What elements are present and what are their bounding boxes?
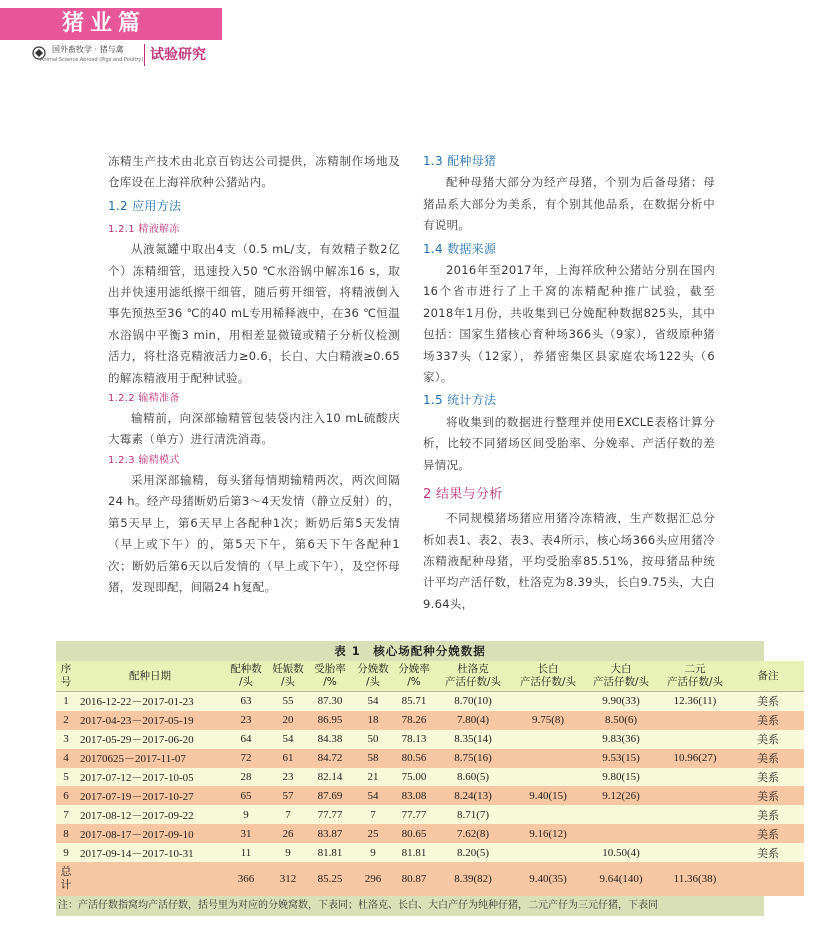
column-header xyxy=(512,661,584,692)
table-cell: 3 xyxy=(56,730,76,749)
paragraph: 配种母猪大部分为经产母猪，个别为后备母猪；母猪品系大部分为美系，有个别其他品系，在数据分析中有说明。 xyxy=(423,175,715,233)
table-cell: 美系 xyxy=(732,730,804,749)
column-header-line1: 长白 xyxy=(537,663,559,675)
table-cell: 54 xyxy=(352,786,394,805)
table-cell: 23 xyxy=(224,711,268,730)
table-row xyxy=(56,805,804,824)
column-header xyxy=(732,661,804,692)
column-header-line2: 号 xyxy=(60,676,72,688)
column-header-line2: 产活仔数/头 xyxy=(592,676,650,688)
table-cell xyxy=(512,749,584,768)
table-cell: 7.80(4) xyxy=(434,711,512,730)
paragraph: 将收集到的数据进行整理并使用EXCLE表格计算分析，比较不同猪场区间受胎率、分娩率、产活仔数的差异情况。 xyxy=(423,414,715,472)
table-cell xyxy=(658,730,732,749)
column-header-line1: 妊娠数 xyxy=(272,663,304,675)
table-cell xyxy=(658,768,732,787)
table-cell: 2016-12-22－2017-01-23 xyxy=(76,692,224,711)
table-cell: 美系 xyxy=(732,843,804,862)
table-cell: 2017-05-29－2017-06-20 xyxy=(76,730,224,749)
table-cell xyxy=(584,805,658,824)
table-cell: 9.75(8) xyxy=(512,711,584,730)
heading-1-4: 1.4 数据来源 xyxy=(423,241,497,256)
table-cell: 296 xyxy=(352,862,394,896)
table-cell: 2 xyxy=(56,711,76,730)
table-cell: 11 xyxy=(224,843,268,862)
table-cell: 7 xyxy=(352,805,394,824)
table-cell: 8.70(10) xyxy=(434,692,512,711)
table-cell: 9.80(15) xyxy=(584,768,658,787)
table-row xyxy=(56,749,804,768)
table-title: 表 1 核心场配种分娩数据 xyxy=(56,641,764,661)
table-row xyxy=(56,692,804,711)
column-header-line1: 受胎率 xyxy=(314,663,346,675)
paragraph: 冻精生产技术由北京百钧达公司提供，冻精制作场地及仓库设在上海祥欣种公猪站内。 xyxy=(108,154,400,190)
table-cell: 87.69 xyxy=(308,786,352,805)
total-label xyxy=(56,862,76,896)
table-cell: 61 xyxy=(268,749,308,768)
table-cell: 21 xyxy=(352,768,394,787)
table-cell: 77.77 xyxy=(394,805,434,824)
table-cell: 58 xyxy=(352,749,394,768)
table-cell: 57 xyxy=(268,786,308,805)
table-cell xyxy=(658,805,732,824)
column-header-line1: 配种数 xyxy=(230,663,262,675)
table-cell: 美系 xyxy=(732,692,804,711)
table-cell: 美系 xyxy=(732,749,804,768)
heading-2: 2 结果与分析 xyxy=(423,487,503,503)
column-header-line2: /% xyxy=(323,676,337,688)
table-cell: 80.87 xyxy=(394,862,434,896)
column-header xyxy=(658,661,732,692)
table-cell: 1 xyxy=(56,692,76,711)
paragraph: 不同规模猪场猪应用猪冷冻精液，生产数据汇总分析如表1、表2、表3、表4所示，核心场366头应用猪冷冻精液配种母猪，平均受胎率85.51%，按母猪品种统计平均产活仔数，杜洛克为8.39头，长白9.75头，大白9.64头， xyxy=(423,511,715,611)
table-cell xyxy=(512,730,584,749)
column-header xyxy=(352,661,394,692)
column-header-line2: /头 xyxy=(280,676,296,688)
table-cell: 63 xyxy=(224,692,268,711)
table-cell xyxy=(512,768,584,787)
table-cell: 72 xyxy=(224,749,268,768)
table-cell: 31 xyxy=(224,824,268,843)
heading-1-2-2: 1.2.2 输精准备 xyxy=(108,393,180,405)
table-cell: 9 xyxy=(56,843,76,862)
table-note: 注：产活仔数指窝均产活仔数，括号里为对应的分娩窝数，下表同；杜洛克、长白、大白产仔为纯种仔猪，二元产仔为三元仔猪，下表同 xyxy=(56,896,764,916)
table-cell xyxy=(658,786,732,805)
column-header-line2: /头 xyxy=(365,676,381,688)
table-total-row xyxy=(56,862,804,896)
column-header-line2: /头 xyxy=(238,676,254,688)
table-cell: 2017-08-12－2017-09-22 xyxy=(76,805,224,824)
table-cell: 83.08 xyxy=(394,786,434,805)
table-cell: 54 xyxy=(352,692,394,711)
right-text-column xyxy=(423,151,715,615)
table-cell: 7.62(8) xyxy=(434,824,512,843)
table-row xyxy=(56,730,804,749)
table-cell xyxy=(76,862,224,896)
table-cell xyxy=(512,692,584,711)
table-cell: 7 xyxy=(268,805,308,824)
table-cell: 81.81 xyxy=(308,843,352,862)
table-cell: 25 xyxy=(352,824,394,843)
table-cell: 8.75(16) xyxy=(434,749,512,768)
table-cell xyxy=(658,711,732,730)
table-cell xyxy=(658,843,732,862)
column-header-line1: 二元 xyxy=(684,663,706,675)
column-header xyxy=(268,661,308,692)
table-cell: 81.81 xyxy=(394,843,434,862)
table-cell: 77.77 xyxy=(308,805,352,824)
table-cell: 8.50(6) xyxy=(584,711,658,730)
paragraph: 从液氮罐中取出4支（0.5 mL/支，有效精子数2亿个）冻精细管，迅速投入50 ℃水浴锅中解冻16 s，取出并快速用滤纸擦干细管，随后剪开细管，将精液倒入事先预热至36 ℃的40 mL专用稀释液中，在36 ℃恒温水浴锅中平衡3 min，用相差显微镜或精子分析仪检测活力，将杜洛克精液活力≥0.6，长白、大白精液≥0.65的解冻精液用于配种试验。 xyxy=(108,242,400,385)
table-cell: 87.30 xyxy=(308,692,352,711)
paragraph: 输精前，向深部输精管包装袋内注入10 mL硫酸庆大霉素（单方）进行清洗消毒。 xyxy=(108,411,400,447)
table-cell: 9.53(15) xyxy=(584,749,658,768)
table-row xyxy=(56,711,804,730)
table-cell: 2017-07-19－2017-10-27 xyxy=(76,786,224,805)
column-header xyxy=(394,661,434,692)
table-cell: 84.72 xyxy=(308,749,352,768)
table-cell: 75.00 xyxy=(394,768,434,787)
table-cell: 2017-07-12－2017-10-05 xyxy=(76,768,224,787)
column-header-line1: 分娩数 xyxy=(357,663,389,675)
table-cell: 78.13 xyxy=(394,730,434,749)
table-cell: 9 xyxy=(224,805,268,824)
heading-1-2-1: 1.2.1 精液解冻 xyxy=(108,224,180,236)
column-label: 试验研究 xyxy=(150,47,206,63)
table-cell: 9.12(26) xyxy=(584,786,658,805)
table-cell: 5 xyxy=(56,768,76,787)
column-header-line1: 杜洛克 xyxy=(457,663,489,675)
column-header-line2: 产活仔数/头 xyxy=(666,676,724,688)
table-row xyxy=(56,786,804,805)
column-header-line1: 大白 xyxy=(610,663,632,675)
table-cell: 55 xyxy=(268,692,308,711)
table-cell xyxy=(512,843,584,862)
column-header-line1: 分娩率 xyxy=(398,663,430,675)
table-cell: 54 xyxy=(268,730,308,749)
column-header xyxy=(224,661,268,692)
table-cell: 80.56 xyxy=(394,749,434,768)
table-cell: 10.50(4) xyxy=(584,843,658,862)
table-cell: 78.26 xyxy=(394,711,434,730)
table-cell: 美系 xyxy=(732,805,804,824)
table-cell: 6 xyxy=(56,786,76,805)
header-divider xyxy=(144,44,145,66)
table-cell: 8.60(5) xyxy=(434,768,512,787)
table-cell: 2017-08-17－2017-09-10 xyxy=(76,824,224,843)
table-cell: 美系 xyxy=(732,786,804,805)
table-cell: 8 xyxy=(56,824,76,843)
total-label-line1: 总 xyxy=(60,866,72,879)
table-cell: 9 xyxy=(268,843,308,862)
column-header-line2: /% xyxy=(407,676,421,688)
table-cell: 8.20(5) xyxy=(434,843,512,862)
table-cell: 8.24(13) xyxy=(434,786,512,805)
column-header-line1: 备注 xyxy=(757,669,779,682)
column-header xyxy=(76,661,224,692)
total-label-line2: 计 xyxy=(60,879,72,892)
table-cell: 美系 xyxy=(732,711,804,730)
journal-name: 国外畜牧学 · 猪与禽 xyxy=(52,45,124,54)
table-cell: 20 xyxy=(268,711,308,730)
table-cell: 2017-04-23－2017-05-19 xyxy=(76,711,224,730)
table-row xyxy=(56,824,804,843)
section-header-title: 猪业篇 xyxy=(62,11,147,36)
column-header xyxy=(308,661,352,692)
table-cell: 85.71 xyxy=(394,692,434,711)
table-cell: 83.87 xyxy=(308,824,352,843)
table-row xyxy=(56,843,804,862)
left-text-column xyxy=(108,151,400,598)
table-cell: 366 xyxy=(224,862,268,896)
table-cell: 28 xyxy=(224,768,268,787)
table-cell: 9.40(15) xyxy=(512,786,584,805)
column-header xyxy=(584,661,658,692)
table-cell: 85.25 xyxy=(308,862,352,896)
table-cell: 18 xyxy=(352,711,394,730)
table-cell xyxy=(512,805,584,824)
table-cell: 86.95 xyxy=(308,711,352,730)
table-cell: 23 xyxy=(268,768,308,787)
table-cell: 美系 xyxy=(732,768,804,787)
table-cell: 9.83(36) xyxy=(584,730,658,749)
table-1 xyxy=(56,641,779,916)
table-cell: 12.36(11) xyxy=(658,692,732,711)
table-cell: 4 xyxy=(56,749,76,768)
heading-1-2: 1.2 应用方法 xyxy=(108,198,182,213)
paragraph: 采用深部输精，每头猪每情期输精两次，两次间隔24 h。经产母猪断奶后第3～4天发情（静立反射）的，第5天早上，第6天早上各配种1次；断奶后第5天发情（早上或下午）的，第5天下午，第6天下午各配种1次；断奶后第6天以后发情的（早上或下午），及空怀母猪，发现即配，间隔24 h复配。 xyxy=(108,472,400,594)
heading-1-2-3: 1.2.3 输精模式 xyxy=(108,454,180,466)
table-row xyxy=(56,768,804,787)
table-cell: 8.71(7) xyxy=(434,805,512,824)
table-cell: 9.90(33) xyxy=(584,692,658,711)
table-cell: 8.35(14) xyxy=(434,730,512,749)
table-cell: 7 xyxy=(56,805,76,824)
heading-1-5: 1.5 统计方法 xyxy=(423,393,497,408)
journal-name-english: Animal Science Abroad (Pigs and Poultry) xyxy=(40,57,144,63)
table-cell: 11.36(38) xyxy=(658,862,732,896)
table-cell: 65 xyxy=(224,786,268,805)
table-cell: 2017-09-14－2017-10-31 xyxy=(76,843,224,862)
table-cell: 50 xyxy=(352,730,394,749)
table-cell: 82.14 xyxy=(308,768,352,787)
column-header-line2: 产活仔数/头 xyxy=(519,676,577,688)
table-cell: 84.38 xyxy=(308,730,352,749)
column-header-line1: 序 xyxy=(60,663,72,675)
table-cell: 美系 xyxy=(732,824,804,843)
heading-1-3: 1.3 配种母猪 xyxy=(423,154,497,168)
table-cell: 26 xyxy=(268,824,308,843)
table-cell: 9.64(140) xyxy=(584,862,658,896)
table-cell: 9.16(12) xyxy=(512,824,584,843)
table-cell xyxy=(584,824,658,843)
table-header-row xyxy=(56,661,804,692)
table-cell: 312 xyxy=(268,862,308,896)
column-header xyxy=(434,661,512,692)
table-cell: 9.40(35) xyxy=(512,862,584,896)
table-cell: 10.96(27) xyxy=(658,749,732,768)
table-cell: 20170625－2017-11-07 xyxy=(76,749,224,768)
table-cell xyxy=(658,824,732,843)
column-header-line1: 配种日期 xyxy=(129,669,171,682)
table-cell: 64 xyxy=(224,730,268,749)
table-cell xyxy=(732,862,804,896)
column-header xyxy=(56,661,76,692)
column-header-line2: 产活仔数/头 xyxy=(444,676,502,688)
table-cell: 9 xyxy=(352,843,394,862)
paragraph: 2016年至2017年，上海祥欣种公猪站分别在国内16个省市进行了上千窝的冻精配种推广试验，截至2018年1月份，共收集到已分娩配种数据825头，其中包括：国家生猪核心育种场366头（9家），省级原种猪场337头（12家），养猪密集区县家庭农场122头（6家）。 xyxy=(423,263,715,385)
data-table xyxy=(56,661,804,896)
table-cell: 8.39(82) xyxy=(434,862,512,896)
table-cell: 80.65 xyxy=(394,824,434,843)
